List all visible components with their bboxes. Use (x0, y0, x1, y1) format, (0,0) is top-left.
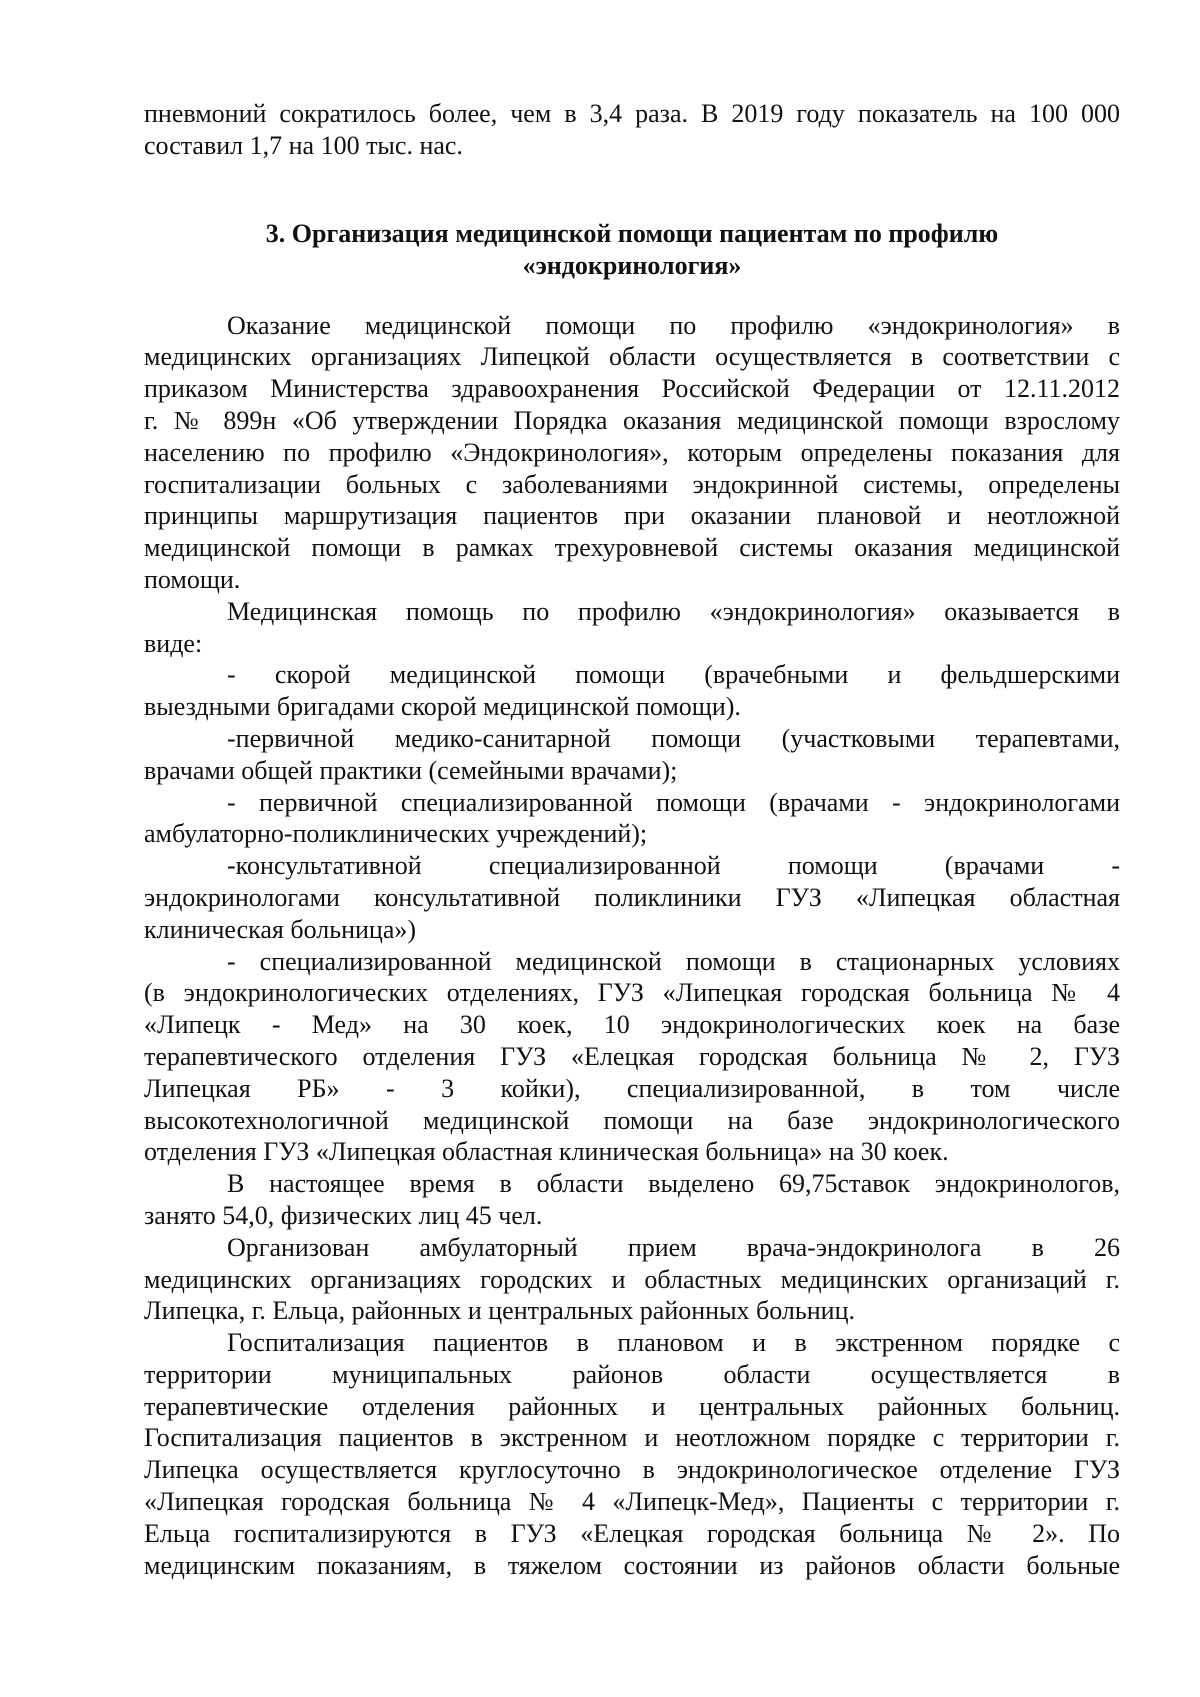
list-item (144, 723, 1120, 787)
list-item (144, 659, 1120, 723)
text-line: занято 54,0, физических лиц 45 чел. (144, 1200, 543, 1230)
text-line: выездными бригадами скорой медицинской помощи). (144, 692, 741, 722)
list-item (144, 946, 1120, 1169)
text-line: Организован амбулаторный прием врача-эндокринолога в 26 (227, 1232, 1120, 1262)
text-line: клиническая больница») (144, 914, 417, 944)
text-line: - скорой медицинской помощи (врачебными и фельдшерскими (227, 660, 1120, 690)
text-line: -консультативной специализированной помощи (врачами - (227, 851, 1120, 881)
text-line: составил 1,7 на 100 тыс. нас. (144, 130, 463, 160)
text-line: г. № 899н «Об утверждении Порядка оказания медицинской помощи взрослому (144, 405, 1120, 435)
text-line: приказом Министерства здравоохранения Российской Федерации от 12.11.2012 (144, 374, 1120, 404)
text-line: амбулаторно-поликлинических учреждений); (144, 819, 648, 849)
text-line: терапевтического отделения ГУЗ «Елецкая городская больница № 2, ГУЗ (144, 1041, 1120, 1071)
text-line: (в эндокринологических отделениях, ГУЗ «Липецкая городская больница № 4 (144, 978, 1120, 1008)
intro-paragraph (144, 98, 1120, 162)
section-heading-line: 3. Организация медицинской помощи пациентам по профилю (265, 218, 999, 248)
text-line: виде: (144, 628, 203, 658)
paragraph (144, 1232, 1120, 1327)
text-line: Оказание медицинской помощи по профилю «эндокринология» в (227, 310, 1120, 340)
text-line: -первичной медико-санитарной помощи (участковыми терапевтами, (227, 723, 1120, 753)
text-line: медицинской помощи в рамках трехуровневой системы оказания медицинской (144, 533, 1120, 563)
document-page (144, 98, 1120, 1581)
text-line: Липецка, г. Ельца, районных и центральных районных больниц. (144, 1296, 856, 1326)
text-line: принципы маршрутизация пациентов при оказании плановой и неотложной (144, 501, 1120, 531)
text-line: территории муниципальных районов области осуществляется в (144, 1359, 1120, 1389)
text-line: врачами общей практики (семейными врачами); (144, 755, 678, 785)
text-line: Липецка осуществляется круглосуточно в эндокринологическое отделение ГУЗ (144, 1455, 1120, 1485)
text-line: пневмоний сократилось более, чем в 3,4 раза. В 2019 году показатель на 100 000 (144, 99, 1120, 128)
paragraph (144, 1327, 1120, 1581)
text-line: В настоящее время в области выделено 69,75ставок эндокринологов, (227, 1169, 1120, 1199)
text-line: - специализированной медицинской помощи в стационарных условиях (227, 946, 1120, 976)
text-line: Госпитализация пациентов в плановом и в экстренном порядке с (227, 1328, 1120, 1358)
text-line: терапевтические отделения районных и центральных районных больниц. (144, 1391, 1120, 1421)
section-heading (144, 218, 1120, 282)
text-line: - первичной специализированной помощи (врачами - эндокринологами (227, 787, 1120, 817)
text-line: Медицинская помощь по профилю «эндокринология» оказывается в (227, 596, 1120, 626)
text-line: Ельца госпитализируются в ГУЗ «Елецкая городская больница № 2». По (144, 1518, 1120, 1548)
text-line: медицинских организациях городских и областных медицинских организаций г. (144, 1264, 1120, 1294)
text-line: госпитализации больных с заболеваниями эндокринной системы, определены (144, 469, 1120, 499)
text-line: «Липецкая городская больница № 4 «Липецк-Мед», Пациенты с территории г. (144, 1487, 1120, 1517)
paragraph (144, 1168, 1120, 1232)
text-line: Липецкая РБ» - 3 койки), специализированной, в том числе (144, 1073, 1120, 1103)
text-line: «Липецк - Мед» на 30 коек, 10 эндокринологических коек на базе (144, 1010, 1120, 1040)
list-item (144, 787, 1120, 851)
section-heading-line: «эндокринология» (522, 250, 742, 280)
text-line: медицинским показаниям, в тяжелом состоянии из районов области больные (144, 1550, 1120, 1580)
paragraph (144, 596, 1120, 660)
text-line: отделения ГУЗ «Липецкая областная клиническая больница» на 30 коек. (144, 1137, 949, 1167)
text-line: населению по профилю «Эндокринология», которым определены показания для (144, 437, 1120, 467)
paragraph (144, 310, 1120, 596)
list-item (144, 850, 1120, 945)
text-line: высокотехнологичной медицинской помощи на базе эндокринологического (144, 1105, 1120, 1135)
text-line: Госпитализация пациентов в экстренном и неотложном порядке с территории г. (144, 1423, 1120, 1453)
text-line: эндокринологами консультативной поликлиники ГУЗ «Липецкая областная (144, 882, 1120, 912)
text-line: помощи. (144, 564, 241, 594)
text-line: медицинских организациях Липецкой области осуществляется в соответствии с (144, 342, 1120, 372)
